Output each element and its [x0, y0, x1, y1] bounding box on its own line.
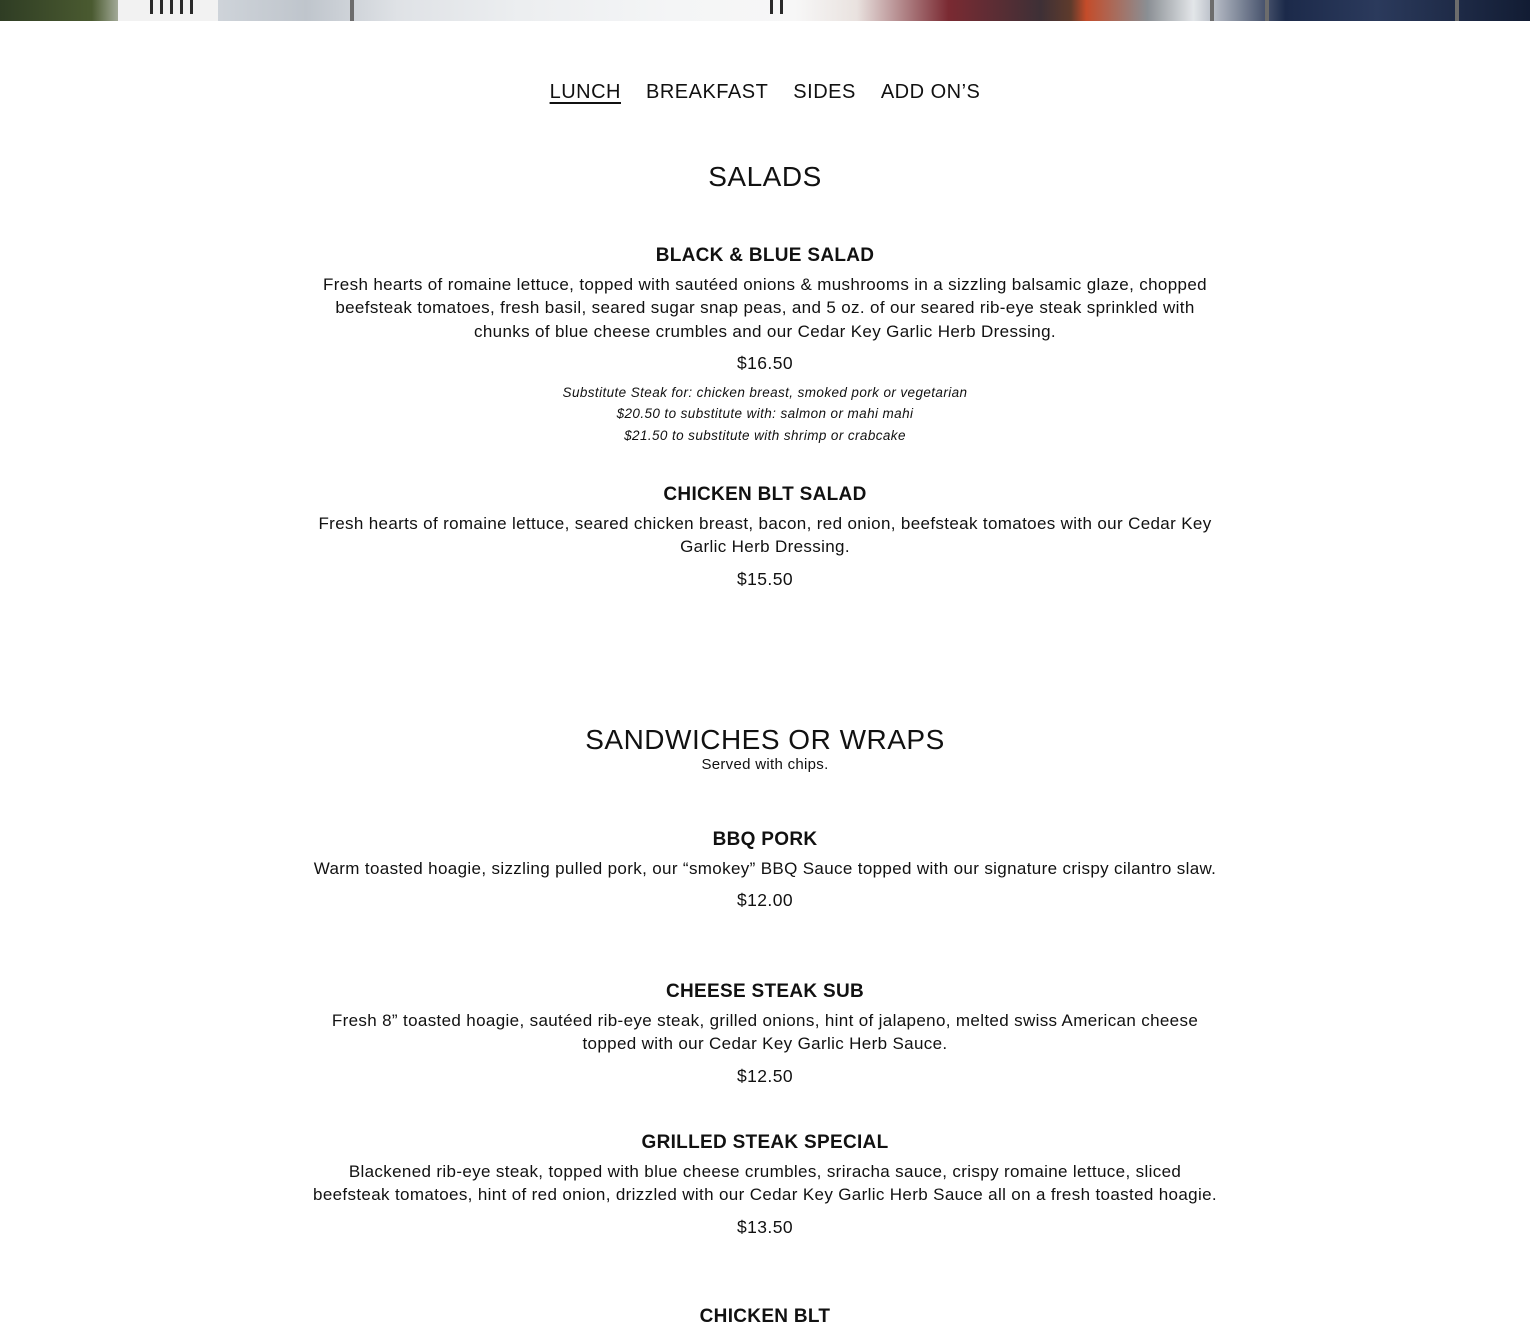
menu-item-name: BBQ PORK: [712, 829, 818, 850]
menu-item: [300, 980, 1230, 1088]
hero-pole: [1265, 0, 1269, 21]
hero-pole: [1210, 0, 1214, 21]
menu-item-name: BLACK & BLUE SALAD: [655, 245, 875, 266]
menu-item: [300, 828, 1230, 912]
menu-category-nav: [0, 78, 1530, 106]
menu-item-name: CHEESE STEAK SUB: [665, 981, 864, 1002]
section-subtitle: Served with chips.: [701, 756, 829, 773]
menu-item-description: Fresh hearts of romaine lettuce, topped with sautéed onions & mushrooms in a sizzling balsamic glaze, chopped beefsteak tomatoes, fresh basil, seared sugar snap peas, and 5 oz. of our seared rib-eye steak sprinkled with chunks of blue cheese crumbles and our Cedar Key Garlic Herb Dressing.: [323, 275, 1207, 341]
menu-item-price: $15.50: [737, 568, 793, 589]
hero-image: [0, 0, 1530, 21]
hero-slat: [770, 0, 773, 14]
hero-slat: [190, 0, 193, 14]
menu-item-price: $16.50: [737, 352, 793, 373]
menu-item: [300, 1131, 1230, 1239]
menu-item-description: Fresh hearts of romaine lettuce, seared chicken breast, bacon, red onion, beefsteak tomatoes with our Cedar Key Garlic Herb Dressing.: [318, 514, 1212, 557]
tab-sides[interactable]: SIDES: [793, 81, 856, 103]
hero-pole: [1455, 0, 1459, 21]
menu-item-name: GRILLED STEAK SPECIAL: [641, 1132, 889, 1153]
menu-item: [300, 244, 1230, 446]
menu-item-note: $21.50 to substitute with shrimp or crabcake: [624, 427, 906, 443]
section-title-salads: SALADS: [708, 161, 822, 192]
hero-slat: [170, 0, 173, 14]
tab-lunch[interactable]: LUNCH: [549, 81, 621, 103]
hero-bench-shape: [118, 0, 218, 21]
menu-item-note: $20.50 to substitute with: salmon or mahi mahi: [616, 406, 914, 422]
menu-item-description: Blackened rib-eye steak, topped with blue cheese crumbles, sriracha sauce, crispy romaine lettuce, sliced beefsteak tomatoes, hint of red onion, drizzled with our Cedar Key Garlic Herb Sauce all on a fresh toasted hoagie.: [313, 1162, 1217, 1205]
tab-breakfast[interactable]: BREAKFAST: [645, 81, 769, 103]
menu-item-description: Fresh 8” toasted hoagie, sautéed rib-eye steak, grilled onions, hint of jalapeno, melted swiss American cheese topped with our Cedar Key Garlic Herb Sauce.: [331, 1011, 1199, 1054]
menu-item: [300, 1305, 1230, 1334]
menu-item-name: CHICKEN BLT SALAD: [663, 484, 867, 505]
menu-item-description: Warm toasted hoagie, sizzling pulled pork, our “smokey” BBQ Sauce topped with our signature crispy cilantro slaw.: [313, 859, 1217, 878]
tab-add-ons[interactable]: ADD ON’S: [880, 81, 981, 103]
menu-item-name: CHICKEN BLT: [699, 1306, 831, 1327]
menu-item-price: $12.50: [737, 1065, 793, 1086]
hero-slat: [180, 0, 183, 14]
hero-slat: [780, 0, 783, 14]
menu-item: [300, 483, 1230, 591]
hero-pole: [350, 0, 354, 21]
hero-slat: [160, 0, 163, 14]
menu-item-price: $12.00: [737, 890, 793, 911]
menu-item-price: $13.50: [737, 1216, 793, 1237]
menu-item-notes: [300, 382, 1230, 447]
section-title-sandwiches: SANDWICHES OR WRAPS: [585, 724, 945, 755]
menu-item-note: Substitute Steak for: chicken breast, smoked pork or vegetarian: [562, 384, 968, 400]
hero-slat: [150, 0, 153, 14]
